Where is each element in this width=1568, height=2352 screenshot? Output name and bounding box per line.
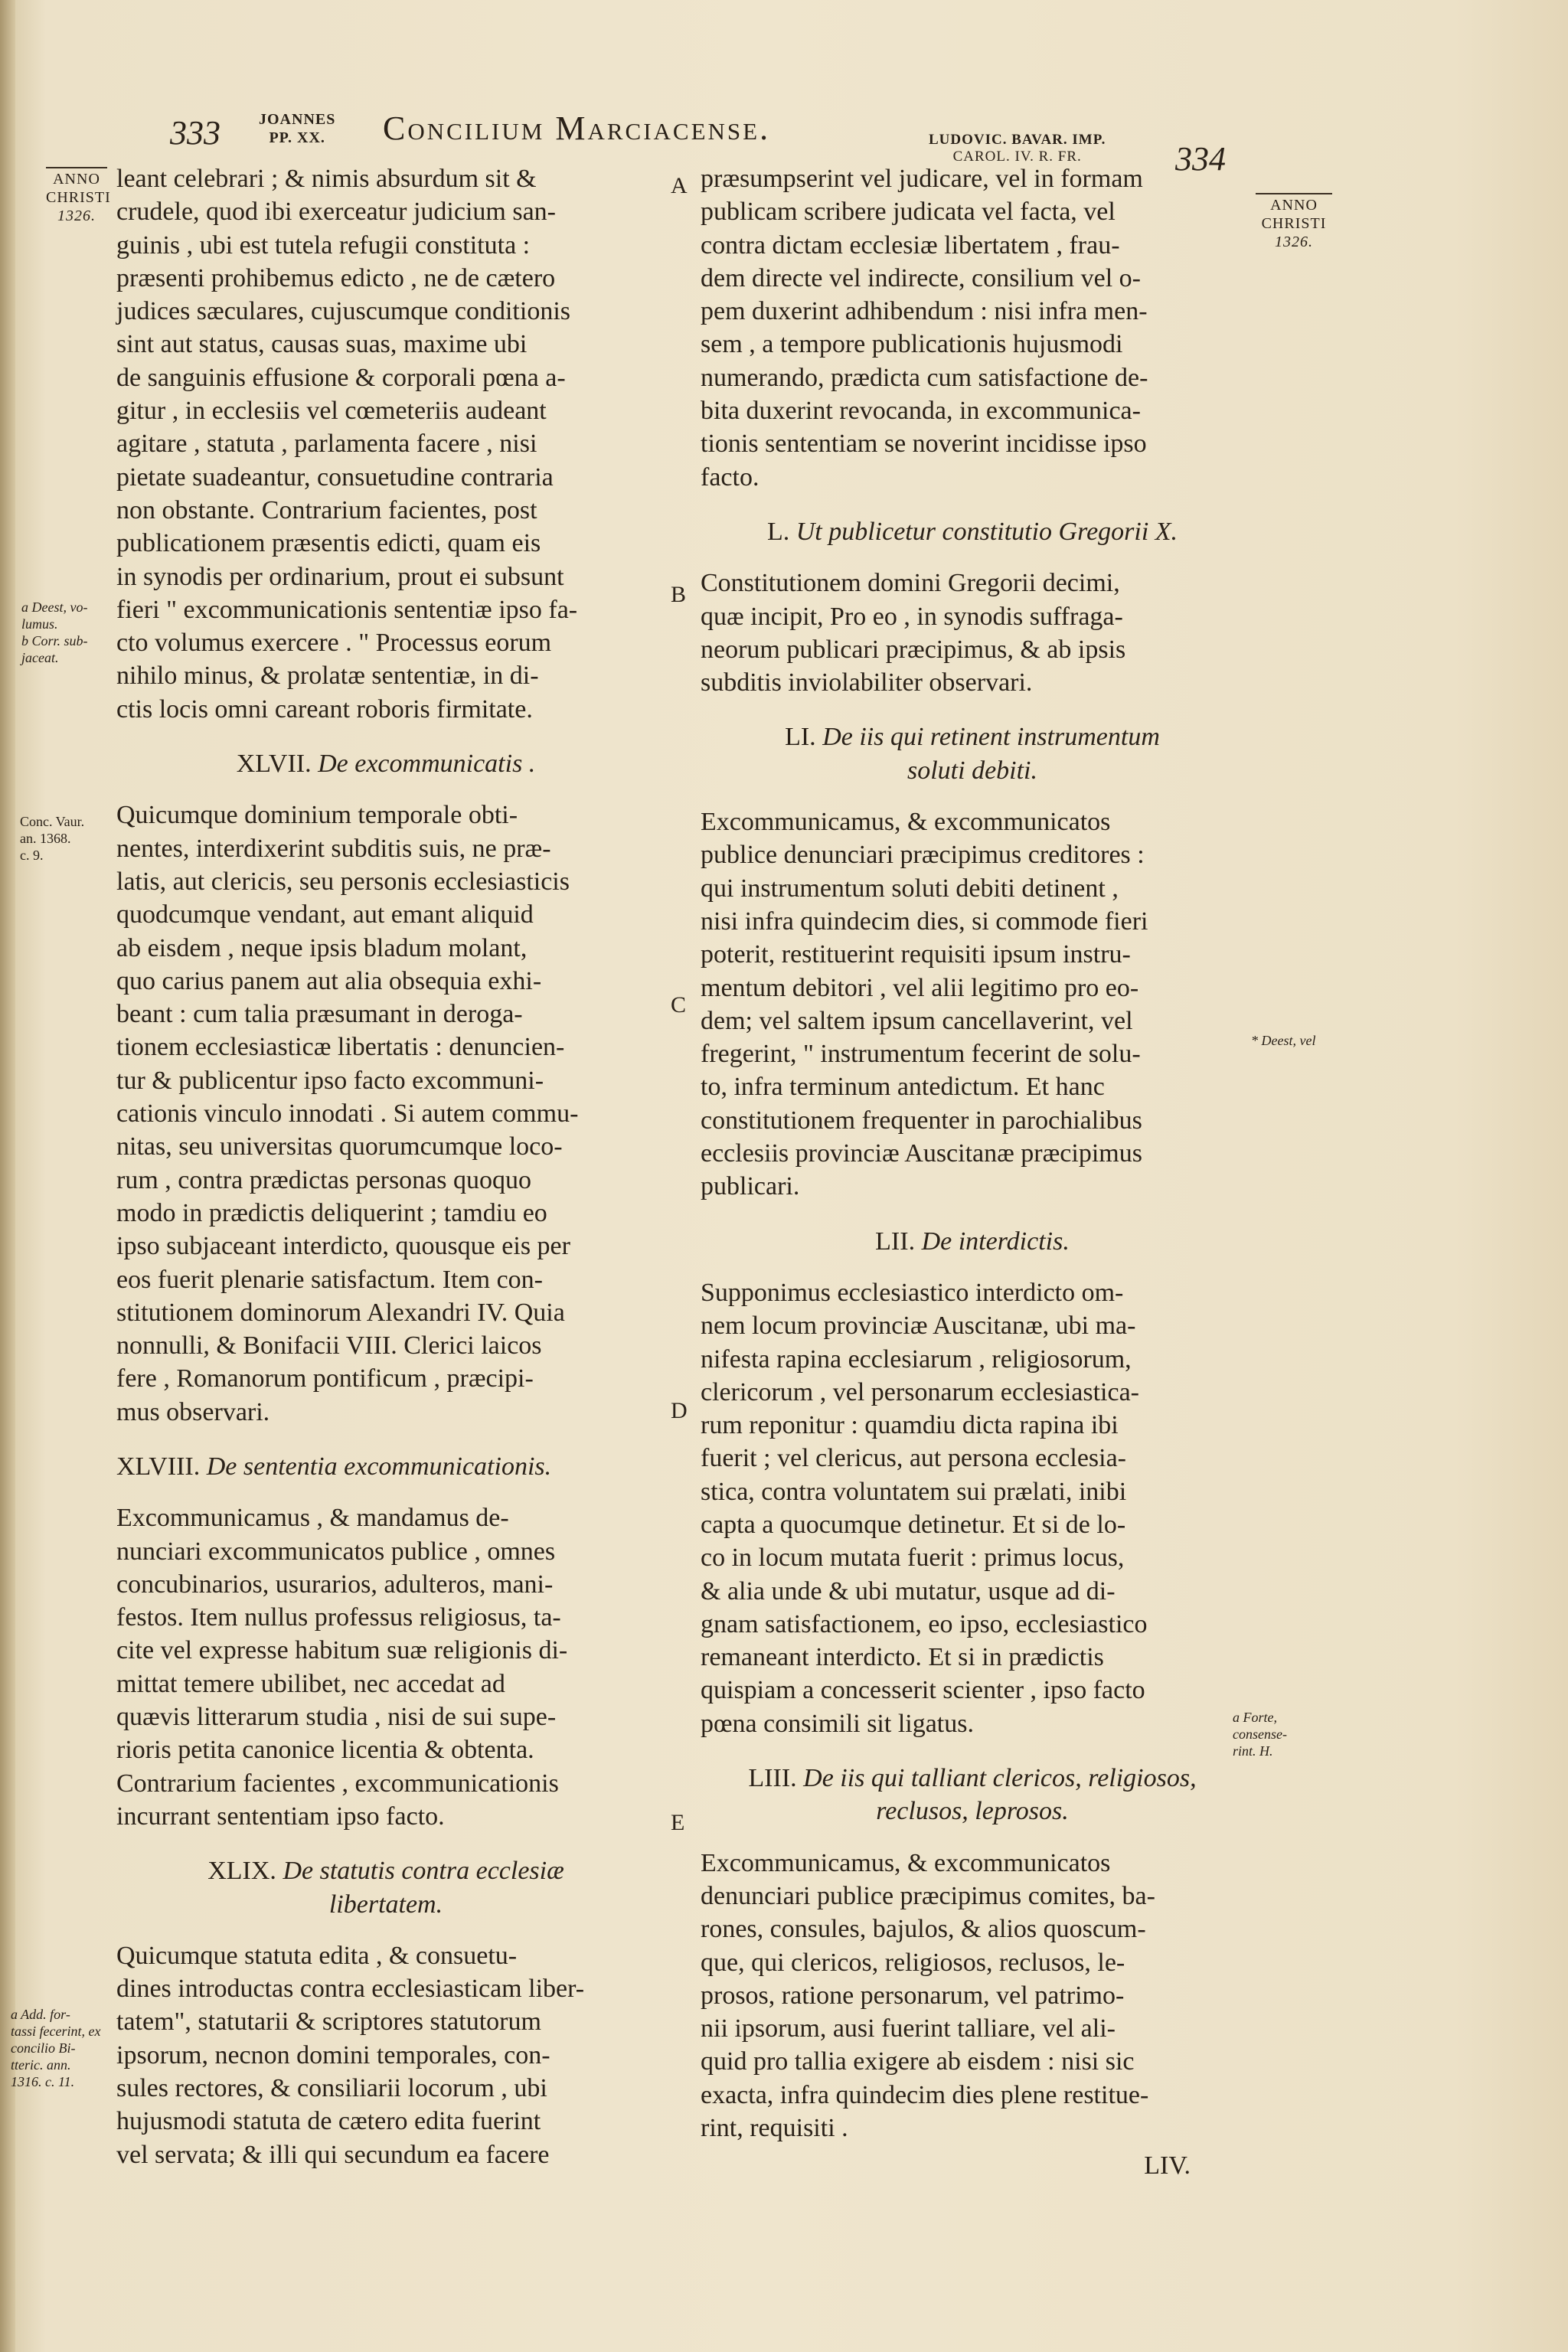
text-line: nitas, seu universitas quorumcumque loco- [116,1132,563,1161]
text-line: latis, aut clericis, seu personis ecclesiasticis [116,867,570,896]
note-line: tassi fecerint, ex [11,2024,101,2039]
text-line: subditis inviolabiliter observari. [701,668,1033,697]
section-number: LIII. [748,1764,797,1793]
text-line: Quicumque statuta edita , & consuetu- [116,1941,518,1970]
paragraph [116,799,655,1429]
text-line: festos. Item nullus professus religiosus, ta- [116,1603,561,1632]
note-line: a Deest, vo- [21,599,88,615]
paragraph [116,1939,655,2171]
text-line: dem directe vel indirecte, consilium vel o- [701,263,1141,292]
left-column [116,162,655,2171]
text-line: præsumpserint vel judicare, vel in formam [701,165,1143,193]
text-line: remaneant interdicto. Et si in prædictis [701,1643,1104,1672]
section-heading-lii [701,1225,1244,1258]
text-line: Supponimus ecclesiastico interdicto om- [701,1278,1124,1307]
section-heading-li [701,720,1244,787]
section-number: L. [766,517,790,546]
text-line: quid pro tallia exigere ab eisdem : nisi sic [701,2047,1135,2076]
text-line: rint, requisiti . [701,2114,848,2143]
note-line: a Add. for- [11,2007,70,2022]
note-line: rint. H. [1233,1743,1273,1759]
text-line: dines introductas contra ecclesiasticam liber- [116,1975,585,2004]
note-line: an. 1368. [20,831,71,846]
text-line: Constitutionem domini Gregorii decimi, [701,569,1120,598]
text-line: ipso subjaceant interdicto, quousque eis per [116,1232,570,1261]
section-title: De iis qui talliant clericos, religiosos, [803,1764,1197,1793]
text-line: vel servata; & illi qui secundum ea facere [116,2140,550,2169]
section-number: LI. [785,723,816,752]
text-line: quæ incipit, Pro eo , in synodis suffraga- [701,602,1123,631]
section-number: XLIX. [207,1857,276,1886]
section-number: XLVII. [236,750,312,779]
text-line: pietate suadeantur, consuetudine contraria [116,462,554,492]
section-title: De sententia excommunicationis. [206,1452,552,1481]
section-title: De statutis contra ecclesiæ [283,1857,564,1886]
text-line: gnam satisfactionem, eo ipso, ecclesiastico [701,1609,1148,1638]
book-spine [0,0,15,2352]
papal-line: JOANNES [259,111,336,128]
text-line: beant : cum talia præsumant in deroga- [116,1000,523,1029]
section-heading-xlix [116,1854,655,1921]
text-line: de sanguinis effusione & corporali pœna a- [116,363,566,392]
text-line: contra dictam ecclesiæ libertatem , frau- [701,230,1120,260]
section-heading-liii [701,1762,1244,1828]
text-line: publicationem præsentis edicti, quam eis [116,529,541,558]
text-line: clericorum , vel personarum ecclesiastica- [701,1377,1140,1406]
paragraph [701,1276,1244,1740]
text-line: pœna consimili sit ligatus. [701,1709,974,1738]
margin-note-conc-vaur [20,813,84,864]
section-heading-xlviii [116,1450,655,1483]
text-line: ctis locis omni careant roboris firmitate. [116,694,533,724]
text-line: nem locum provinciæ Auscitanæ, ubi ma- [701,1312,1136,1341]
paragraph [701,805,1244,1204]
note-line: * Deest, vel [1251,1033,1316,1048]
text-line: sules rectores, & consiliarii locorum , ubi [116,2074,547,2103]
text-line: mentum debitori , vel alii legitimo pro eo- [701,973,1139,1002]
text-line: præsenti prohibemus edicto , ne de cætero [116,263,556,292]
text-line: publicari. [701,1172,800,1201]
text-line: numerando, prædicta cum satisfactione de- [701,363,1148,392]
papal-line: PP. XX. [269,129,325,146]
text-line: tur & publicentur ipso facto excommuni- [116,1066,544,1095]
header-papal-title [259,110,335,147]
note-line: b Corr. sub- [21,633,88,648]
text-line: tionem ecclesiasticæ libertatis : denuncien- [116,1033,565,1062]
text-line: cite vel expresse habitum suæ religionis di- [116,1636,568,1665]
section-number: LII. [875,1227,916,1256]
text-line: prosos, ratione personarum, vel patrimo- [701,1981,1125,2010]
text-line: nunciari excommunicatos publice , omnes [116,1537,556,1566]
anno-line: 1326. [57,207,96,224]
text-line: poterit, restituerint requisiti ipsum instru- [701,940,1131,969]
section-number: XLVIII. [116,1452,201,1481]
text-line: judices sæculares, cujuscumque conditionis [116,297,570,326]
page-number-right: 334 [1175,140,1226,178]
text-line: nentes, interdixerint subditis suis, ne præ- [116,834,551,863]
anno-rule [46,167,107,168]
paragraph [701,1847,1244,2145]
text-line: nonnulli, & Bonifacii VIII. Clerici laicos [116,1331,542,1361]
margin-note-deest-vel [1251,1032,1315,1049]
text-line: dem; vel saltem ipsum cancellaverint, vel [701,1006,1133,1035]
text-line: nii ipsorum, ausi fuerint talliare, vel ali- [701,2014,1116,2043]
header-imperial-title [929,132,1106,165]
text-line: quævis litterarum studia , nisi de sui supe- [116,1703,557,1732]
text-line: cationis vinculo innodati . Si autem commu- [116,1099,579,1129]
text-line: publice denunciari præcipimus creditores : [701,841,1145,870]
text-line: ecclesiis provinciæ Auscitanæ præcipimus [701,1139,1142,1168]
text-line: sint aut status, causas suas, maxime ubi [116,330,528,359]
section-heading-l [701,515,1244,548]
anno-rule [1256,193,1332,194]
text-line: sem , a tempore publicationis hujusmodi [701,330,1123,359]
text-line: fieri " excommunicationis sententiæ ipso fa- [116,595,578,624]
text-line: Excommunicamus , & mandamus de- [116,1504,509,1533]
section-heading-xlvii [116,747,655,780]
note-line: consense- [1233,1726,1287,1742]
text-line: facto. [701,462,760,492]
section-title: De iis qui retinent instrumentum [822,723,1160,752]
section-title: soluti debiti. [907,756,1037,785]
text-line: quodcumque vendant, aut emant aliquid [116,900,534,929]
section-letter: B [671,582,687,607]
margin-note-add-fortassi [11,2006,100,2090]
section-letter: C [671,992,687,1018]
catchword: LIV. [1144,2151,1191,2180]
text-line: quispiam a concesserit scienter , ipso facto [701,1676,1145,1705]
paragraph [116,162,655,726]
text-line: rioris petita canonice licentia & obtenta. [116,1736,534,1765]
text-line: Excommunicamus, & excommunicatos [701,808,1111,837]
text-line: fuerit ; vel clericus, aut persona ecclesia- [701,1444,1127,1473]
text-line: neorum publicari præcipimus, & ab ipsis [701,635,1126,664]
text-line: cto volumus exercere . " Processus eorum [116,629,552,658]
anno-christi-right [1256,193,1332,251]
text-line: gitur , in ecclesiis vel cœmeteriis audeant [116,397,547,426]
text-line: ipsorum, necnon domini temporales, con- [116,2040,550,2069]
text-line: exacta, infra quindecim dies plene restitue- [701,2080,1149,2109]
section-title: Ut publicetur constitutio Gregorii X. [795,517,1178,546]
text-line: to, infra terminum antedictum. Et hanc [701,1073,1105,1102]
section-letter: E [671,1810,685,1835]
text-line: guinis , ubi est tutela refugii constituta : [116,230,531,260]
note-line: concilio Bi- [11,2040,76,2056]
section-title: reclusos, leprosos. [876,1797,1069,1826]
paragraph [116,1501,655,1833]
anno-line: ANNO [53,171,100,188]
text-line: rum , contra prædictas personas quoquo [116,1165,531,1194]
anno-christi-left [46,167,111,225]
text-line: nisi infra quindecim dies, si commode fieri [701,906,1148,936]
text-line: concubinarios, usurarios, adulteros, mani- [116,1570,554,1599]
text-line: bita duxerint revocanda, in excommunica- [701,397,1141,426]
text-line: publicam scribere judicata vel facta, vel [701,198,1116,227]
text-line: in synodis per ordinarium, prout ei subsunt [116,562,564,591]
text-line: ab eisdem , neque ipsis bladum molant, [116,933,528,962]
anno-line: ANNO [1270,197,1318,214]
text-line: tionis sententiam se noverint incidisse ipso [701,430,1147,459]
imperial-line: LUDOVIC. BAVAR. IMP. [929,132,1106,148]
section-letter: A [671,173,688,198]
paragraph [701,162,1244,494]
text-line: tatem", statutarii & scriptores statutorum [116,2007,541,2037]
text-line: fregerint, " instrumentum fecerint de solu- [701,1040,1141,1069]
text-line: fere , Romanorum pontificum , præcipi- [116,1364,534,1393]
text-line: hujusmodi statuta de cætero edita fuerint [116,2107,541,2136]
text-line: constitutionem frequenter in parochialibus [701,1106,1142,1135]
catchword-row [701,2149,1244,2182]
text-line: qui instrumentum soluti debiti detinent , [701,874,1119,903]
text-line: eos fuerit plenarie satisfactum. Item con- [116,1265,543,1294]
page-title: Concilium Marciacense. [383,109,771,147]
section-title: De interdictis. [921,1227,1070,1256]
note-line: jaceat. [21,650,59,665]
text-line: quo carius panem aut alia obsequia exhi- [116,966,542,995]
text-line: pem duxerint adhibendum : nisi infra men- [701,297,1148,326]
text-line: agitare , statuta , parlamenta facere , nisi [116,430,537,459]
note-line: c. 9. [20,848,44,863]
text-line: que, qui clericos, religiosos, reclusos, le- [701,1948,1125,1977]
text-line: non obstante. Contrarium facientes, post [116,495,537,524]
paragraph [701,567,1244,699]
text-line: leant celebrari ; & nimis absurdum sit & [116,165,537,193]
text-line: rum reponitur : quamdiu dicta rapina ibi [701,1411,1119,1440]
text-line: co in locum mutata fuerit : primus locus, [701,1544,1125,1573]
note-line: tteric. ann. [11,2057,71,2073]
text-line: modo in prædictis deliquerint ; tamdiu eo [116,1198,547,1227]
text-line: denunciari publice præcipimus comites, ba- [701,1881,1155,1910]
anno-line: CHRISTI [46,189,111,206]
anno-line: 1326. [1275,234,1313,250]
anno-line: CHRISTI [1261,215,1327,232]
text-line: crudele, quod ibi exerceatur judicium san- [116,198,556,227]
section-letter: D [671,1398,688,1423]
section-title: libertatem. [328,1890,443,1919]
text-line: nifesta rapina ecclesiarum , religiosorum, [701,1344,1132,1374]
text-line: mus observari. [116,1397,270,1426]
text-line: Excommunicamus, & excommunicatos [701,1848,1111,1877]
text-line: Quicumque dominium temporale obti- [116,801,518,830]
text-line: mittat temere ubilibet, nec accedat ad [116,1669,505,1698]
note-line: lumus. [21,616,58,632]
note-line: a Forte, [1233,1710,1277,1725]
text-line: stica, contra voluntatem sui prælati, inibi [701,1477,1127,1506]
text-line: Contrarium facientes , excommunicationis [116,1769,559,1798]
note-line: Conc. Vaur. [20,814,85,829]
text-line: incurrant sententiam ipso facto. [116,1802,445,1831]
page-number-left: 333 [170,114,220,152]
margin-note-deest-volumus [21,599,88,666]
text-line: & alia unde & ubi mutatur, usque ad di- [701,1576,1116,1606]
text-line: capta a quocumque detinetur. Et si de lo- [701,1510,1126,1539]
section-title: De excommunicatis . [318,750,536,779]
text-line: rones, consules, bajulos, & alios quoscum- [701,1915,1146,1944]
right-column [701,162,1244,2183]
note-line: 1316. c. 11. [11,2074,75,2089]
text-line: stitutionem dominorum Alexandri IV. Quia [116,1298,565,1327]
text-line: nihilo minus, & prolatæ sententiæ, in di- [116,662,539,691]
imperial-line: CAROL. IV. R. FR. [952,149,1082,165]
